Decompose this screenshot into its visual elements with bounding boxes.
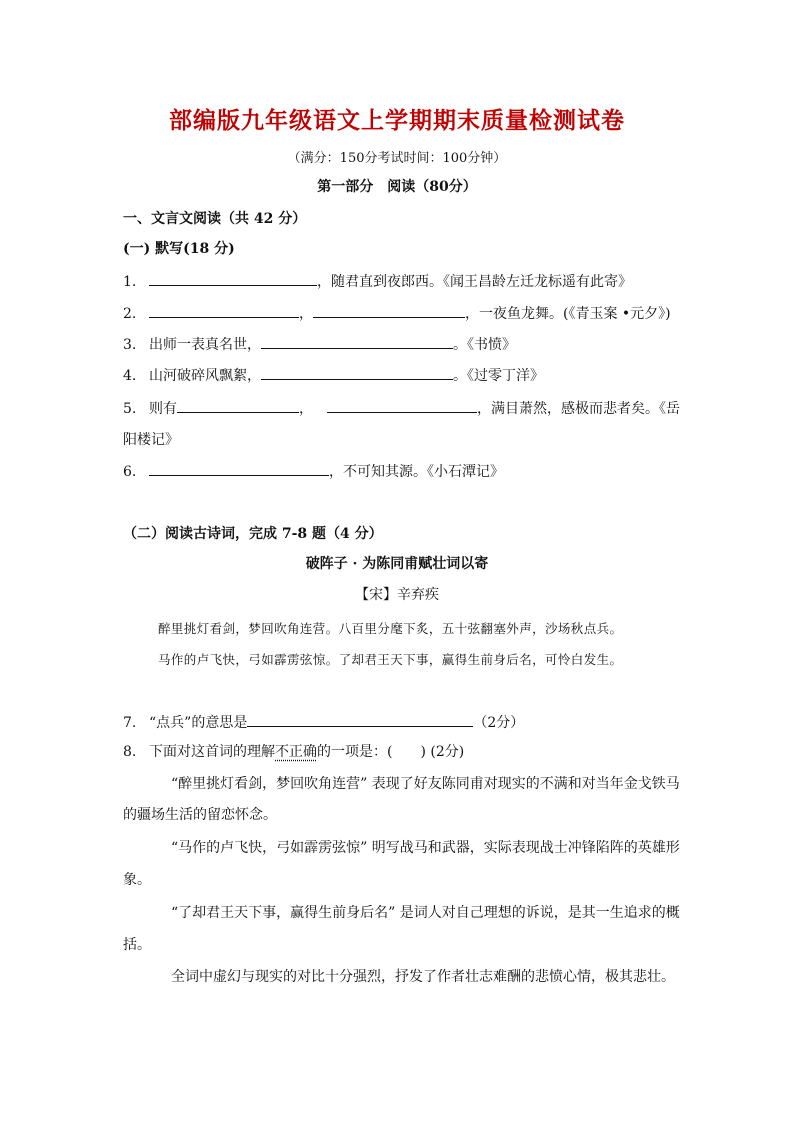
question-number: 7. [123,715,137,731]
question-text: 。《书愤》 [453,337,516,353]
question-1 [123,271,632,291]
option-text: 象。 [123,872,151,888]
option-text: “醉里挑灯看剑，梦回吹角连营” 表现了好友陈同甫对现实的不满和对当年金戈铁马 [171,776,680,792]
question-text: ，不可知其源。《小石潭记》 [329,464,504,480]
subsection-heading: （二）阅读古诗词，完成 7-8 题（4 分） [123,526,383,542]
exam-info: （满分：150分考试时间：100分钟） [287,151,507,166]
poem-line: 醉里挑灯看剑，梦回吹角连营。八百里分麾下炙，五十弦翻塞外声，沙场秋点兵。 [158,621,623,636]
question-2 [123,303,671,323]
answer-blank[interactable] [261,365,453,380]
answer-blank[interactable] [313,303,465,318]
part-heading: 第一部分 阅读（80分） [317,179,477,195]
question-text: “点兵”的意思是 [149,715,248,731]
question-8 [123,741,464,761]
option-text: “了却君王天下事，赢得生前身后名” 是词人对自己理想的诉说，是其一生追求的概 [171,905,680,921]
question-number: 8. [123,744,137,760]
comma: ， [299,306,313,322]
answer-blank[interactable] [261,334,453,349]
answer-blank[interactable] [327,398,477,413]
question-text: ，随君直到夜郎西。《闻王昌龄左迁龙标遥有此寄》 [317,274,632,290]
question-lead: 则有 [149,401,177,417]
option-text: 括。 [123,937,151,953]
section-heading: 一、文言文阅读（共 42 分） [123,211,307,227]
question-number: 4. [123,368,137,384]
question-7 [123,712,524,732]
question-text: 下面对这首词的理解 [149,744,275,760]
poem-author: 【宋】辛弃疾 [355,587,439,603]
option-text: 的疆场生活的留恋怀念。 [123,807,277,823]
question-number: 6. [123,464,137,480]
question-text: 。《过零丁洋》 [453,368,544,384]
poem-line: 马作的卢飞快，弓如霹雳弦惊。了却君王天下事，赢得生前身后名，可怜白发生。 [158,652,623,667]
answer-blank[interactable] [149,461,329,476]
answer-blank[interactable] [149,303,299,318]
page-title: 部编版九年级语文上学期期末质量检测试卷 [169,108,625,134]
question-text: ，一夜鱼龙舞。(《青玉案 •元夕》) [465,306,671,322]
poem-title: 破阵子 · 为陈同甫赋壮词以寄 [305,556,489,572]
question-text: 的一项是：( ) (2分) [317,744,465,760]
question-3 [123,334,516,354]
question-score: （2分） [473,715,525,731]
question-lead: 出师一表真名世， [149,337,261,353]
question-number: 2. [123,306,137,322]
question-6 [123,461,504,481]
question-5-continued: 阳楼记》 [123,432,179,448]
subsection-heading: (一) 默写(18 分) [123,241,235,257]
question-5 [123,398,680,418]
question-number: 5. [123,401,137,417]
question-number: 3. [123,337,137,353]
answer-blank[interactable] [247,712,473,727]
option-text: 全词中虚幻与现实的对比十分强烈，抒发了作者壮志难酬的悲愤心情，极其悲壮。 [171,969,675,985]
answer-blank[interactable] [149,271,317,286]
comma: ， [299,401,313,417]
answer-blank[interactable] [177,398,299,413]
question-lead: 山河破碎风飘絮， [149,368,261,384]
emphasis: 不正确 [275,744,317,760]
question-text: ，满目萧然，感极而悲者矣。《岳 [477,401,680,417]
question-number: 1. [123,274,137,290]
option-text: “马作的卢飞快，弓如霹雳弦惊” 明写战马和武器，实际表现战士冲锋陷阵的英雄形 [171,840,680,856]
question-4 [123,365,544,385]
